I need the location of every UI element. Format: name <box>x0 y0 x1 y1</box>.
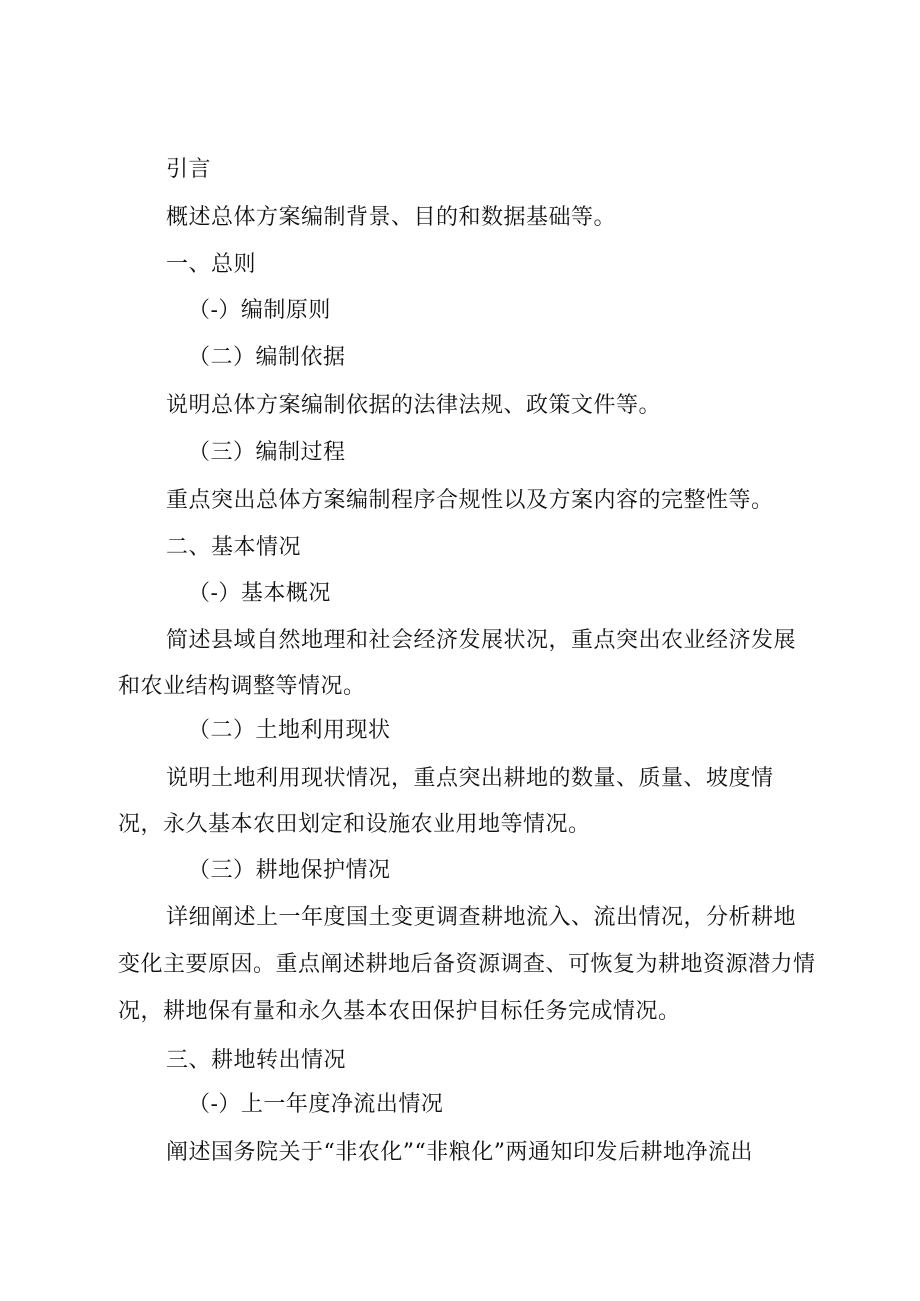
section3-sub1-text: 阐述国务院关于“非农化”“非粮化”两通知印发后耕地净流出 <box>166 1140 753 1165</box>
section1-sub3-text: 重点突出总体方案编制程序合规性以及方案内容的完整性等。 <box>166 488 774 513</box>
section1-heading: 一、总则 <box>166 252 257 277</box>
section2-sub3: （三）耕地保护情况 <box>188 858 391 883</box>
section3-heading: 三、耕地转出情况 <box>166 1048 347 1073</box>
section3-sub1: （-）上一年度净流出情况 <box>188 1092 444 1117</box>
section2-sub1: （-）基本概况 <box>188 581 331 606</box>
section1-sub2-text: 说明总体方案编制依据的法律法规、政策文件等。 <box>166 393 662 418</box>
section2-sub1-text: 简述县域自然地理和社会经济发展状况，重点突出农业经济发展和农业结构调整等情况。 <box>118 628 797 699</box>
section2-sub2: （二）土地利用现状 <box>188 718 391 743</box>
section2-sub2-text: 说明土地利用现状情况，重点突出耕地的数量、质量、坡度情况，永久基本农田划定和设施农业用地等情况。 <box>118 766 774 837</box>
intro-text: 概述总体方案编制背景、目的和数据基础等。 <box>166 205 617 230</box>
section1-sub2: （二）编制依据 <box>188 345 346 370</box>
section2-heading: 二、基本情况 <box>166 535 302 560</box>
section1-sub1: （-）编制原则 <box>188 298 331 323</box>
intro-heading: 引言 <box>166 157 212 182</box>
section1-sub3: （三）编制过程 <box>188 440 346 465</box>
section2-sub3-text: 详细阐述上一年度国土变更调查耕地流入、流出情况，分析耕地变化主要原因。重点阐述耕地后备资源调查、可恢复为耕地资源潜力情况，耕地保有量和永久基本农田保护目标任务完成情况。 <box>118 905 816 1024</box>
